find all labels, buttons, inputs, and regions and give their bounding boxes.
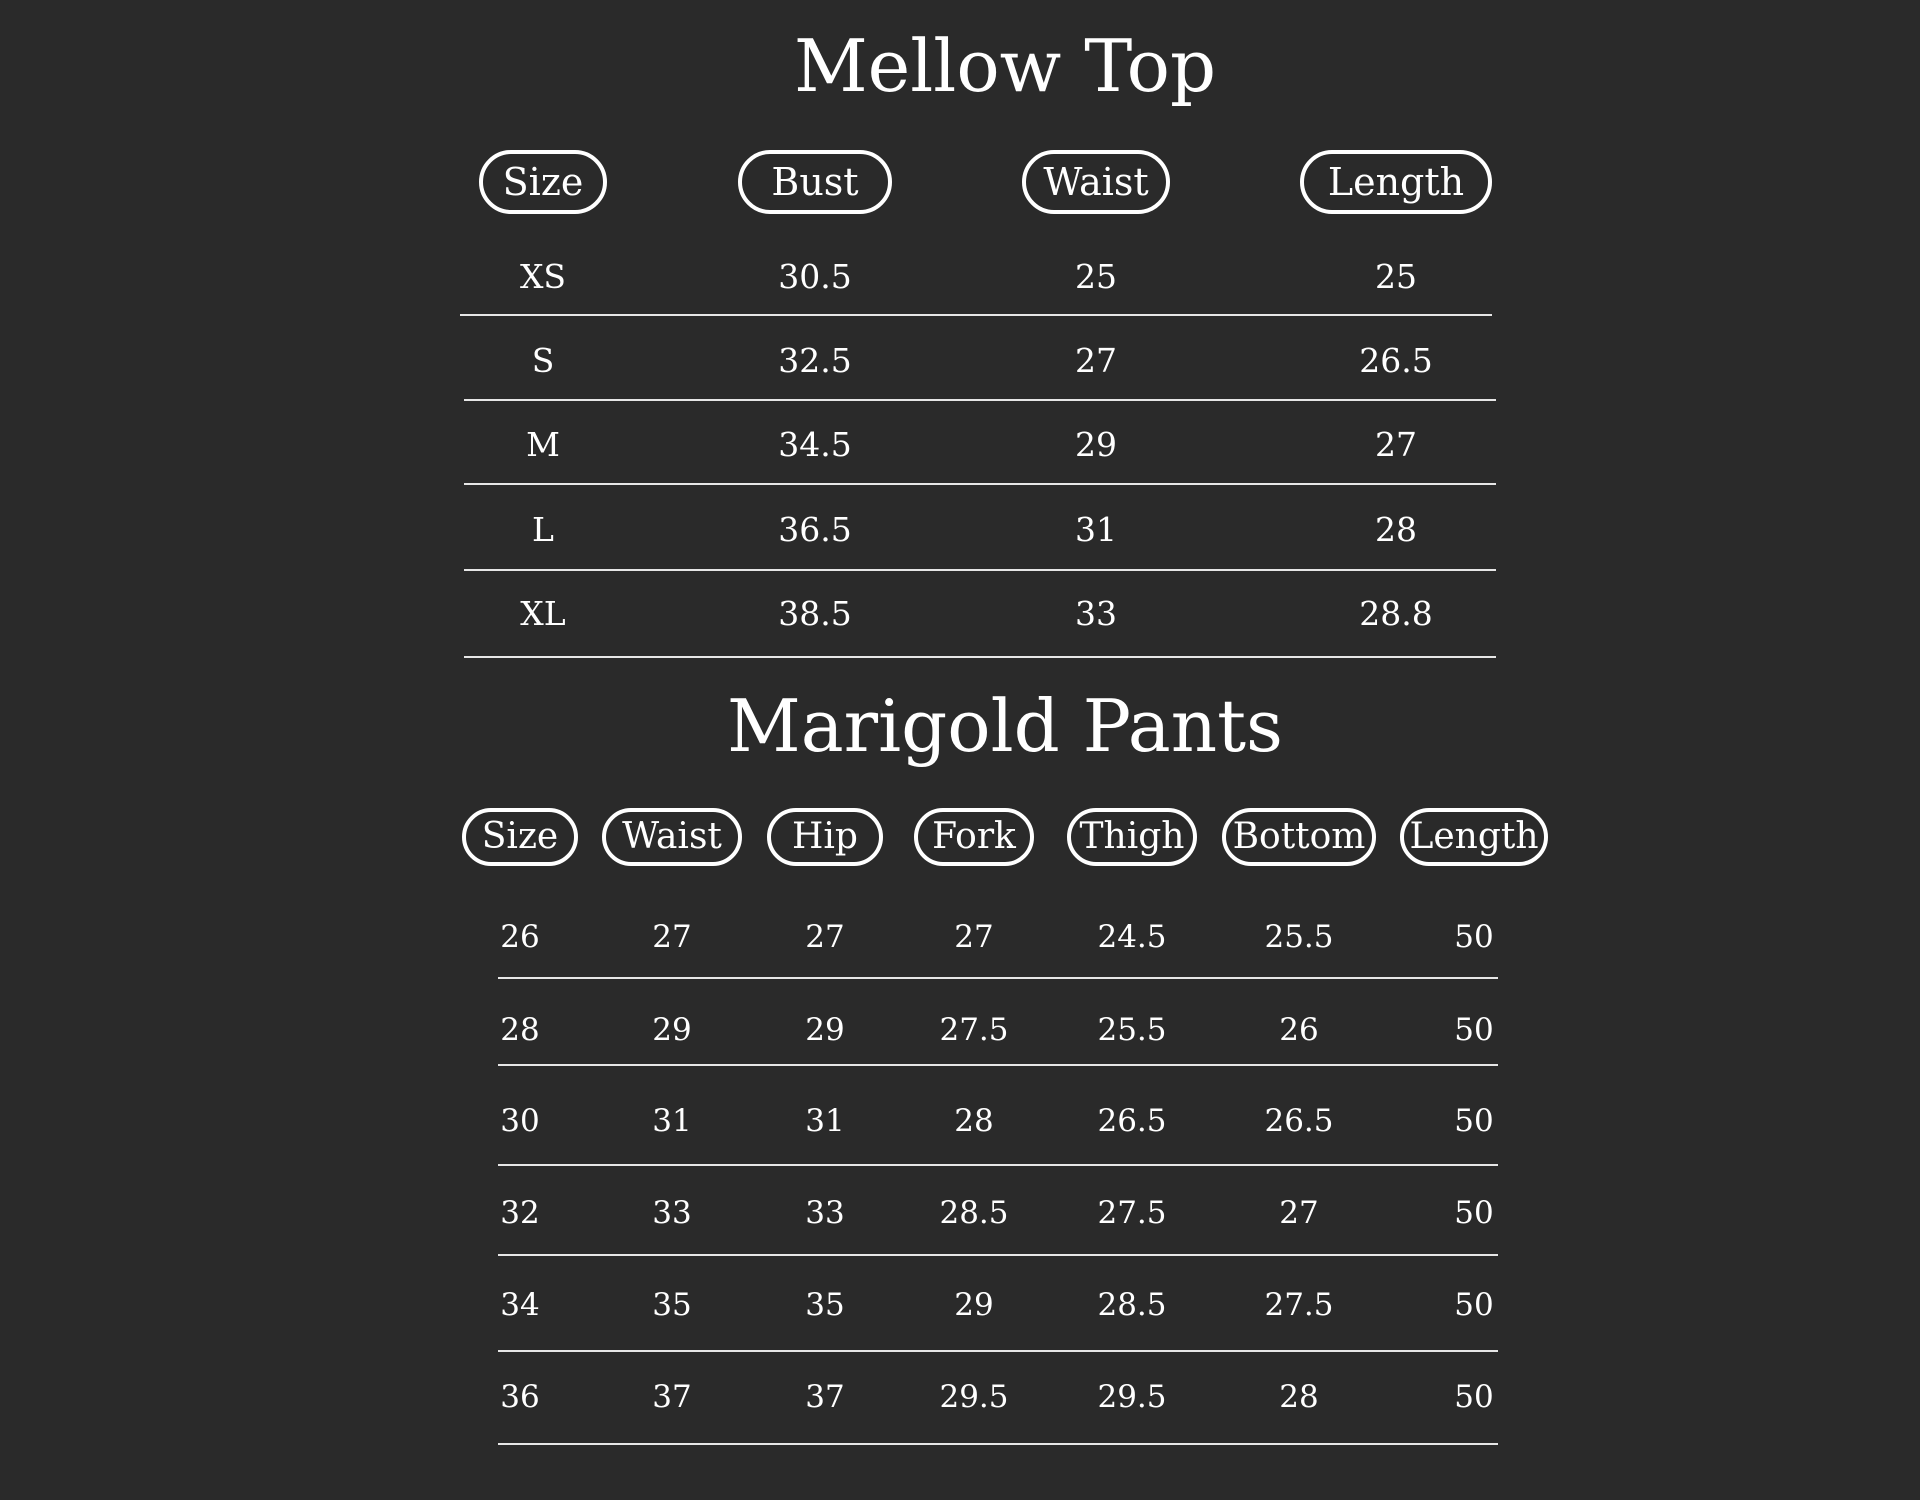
mellow-top-cell-size: L <box>532 510 554 549</box>
marigold-pants-cell-thigh: 24.5 <box>1097 919 1167 955</box>
marigold-pants-cell-thigh: 25.5 <box>1097 1012 1167 1048</box>
marigold-pants-cell-length: 50 <box>1454 1287 1494 1323</box>
row-divider <box>498 1443 1498 1445</box>
mellow-top-header-bust: Bust <box>738 150 892 214</box>
marigold-pants-cell-fork: 27 <box>954 919 994 955</box>
marigold-pants-cell-fork: 28 <box>954 1103 994 1139</box>
row-divider <box>464 569 1496 571</box>
mellow-top-cell-bust: 38.5 <box>778 594 852 633</box>
row-divider <box>460 314 1492 316</box>
mellow-top-cell-waist: 27 <box>1075 341 1117 380</box>
marigold-pants-cell-waist: 33 <box>652 1195 692 1231</box>
mellow-top-cell-size: S <box>531 341 555 380</box>
mellow-top-header-size: Size <box>479 150 607 214</box>
mellow-top-cell-bust: 32.5 <box>778 341 852 380</box>
marigold-pants-cell-length: 50 <box>1454 919 1494 955</box>
marigold-pants-header-hip: Hip <box>767 808 883 866</box>
mellow-top-header-waist: Waist <box>1022 150 1170 214</box>
row-divider <box>464 483 1496 485</box>
marigold-pants-cell-hip: 27 <box>805 919 845 955</box>
mellow-top-cell-waist: 33 <box>1075 594 1117 633</box>
marigold-pants-cell-bottom: 27 <box>1279 1195 1319 1231</box>
mellow-top-cell-size: XS <box>519 257 567 296</box>
mellow-top-cell-waist: 29 <box>1075 425 1117 464</box>
marigold-pants-cell-thigh: 29.5 <box>1097 1379 1167 1415</box>
marigold-pants-cell-waist: 27 <box>652 919 692 955</box>
marigold-pants-cell-bottom: 27.5 <box>1264 1287 1334 1323</box>
row-divider <box>464 656 1496 658</box>
marigold-pants-cell-fork: 29 <box>954 1287 994 1323</box>
marigold-pants-cell-size: 26 <box>500 919 540 955</box>
mellow-top-cell-size: M <box>526 425 560 464</box>
marigold-pants-cell-size: 30 <box>500 1103 540 1139</box>
marigold-pants-cell-fork: 29.5 <box>939 1379 1009 1415</box>
marigold-pants-header-waist: Waist <box>602 808 742 866</box>
marigold-pants-cell-length: 50 <box>1454 1379 1494 1415</box>
marigold-pants-title: Marigold Pants <box>727 684 1283 768</box>
marigold-pants-cell-bottom: 26 <box>1279 1012 1319 1048</box>
marigold-pants-cell-bottom: 28 <box>1279 1379 1319 1415</box>
marigold-pants-header-bottom: Bottom <box>1222 808 1376 866</box>
marigold-pants-cell-waist: 35 <box>652 1287 692 1323</box>
mellow-top-cell-bust: 36.5 <box>778 510 852 549</box>
marigold-pants-cell-hip: 37 <box>805 1379 845 1415</box>
row-divider <box>498 1254 1498 1256</box>
marigold-pants-cell-hip: 33 <box>805 1195 845 1231</box>
row-divider <box>498 977 1498 979</box>
mellow-top-cell-waist: 25 <box>1075 257 1117 296</box>
mellow-top-cell-size: XL <box>520 594 566 633</box>
mellow-top-cell-bust: 34.5 <box>778 425 852 464</box>
mellow-top-cell-length: 26.5 <box>1359 341 1433 380</box>
row-divider <box>498 1164 1498 1166</box>
mellow-top-cell-length: 28.8 <box>1359 594 1433 633</box>
mellow-top-title: Mellow Top <box>793 24 1217 108</box>
marigold-pants-header-thigh: Thigh <box>1067 808 1197 866</box>
marigold-pants-cell-size: 28 <box>500 1012 540 1048</box>
marigold-pants-cell-size: 32 <box>500 1195 540 1231</box>
marigold-pants-cell-size: 36 <box>500 1379 540 1415</box>
marigold-pants-cell-length: 50 <box>1454 1012 1494 1048</box>
marigold-pants-header-size: Size <box>462 808 578 866</box>
marigold-pants-cell-length: 50 <box>1454 1103 1494 1139</box>
mellow-top-cell-length: 27 <box>1375 425 1417 464</box>
mellow-top-cell-waist: 31 <box>1075 510 1117 549</box>
marigold-pants-cell-waist: 37 <box>652 1379 692 1415</box>
marigold-pants-cell-fork: 27.5 <box>939 1012 1009 1048</box>
mellow-top-cell-length: 25 <box>1375 257 1417 296</box>
marigold-pants-cell-fork: 28.5 <box>939 1195 1009 1231</box>
mellow-top-header-length: Length <box>1300 150 1492 214</box>
marigold-pants-cell-thigh: 27.5 <box>1097 1195 1167 1231</box>
row-divider <box>464 399 1496 401</box>
marigold-pants-cell-length: 50 <box>1454 1195 1494 1231</box>
marigold-pants-cell-thigh: 26.5 <box>1097 1103 1167 1139</box>
marigold-pants-header-length: Length <box>1400 808 1548 866</box>
marigold-pants-cell-bottom: 25.5 <box>1264 919 1334 955</box>
marigold-pants-cell-bottom: 26.5 <box>1264 1103 1334 1139</box>
marigold-pants-cell-size: 34 <box>500 1287 540 1323</box>
mellow-top-cell-bust: 30.5 <box>778 257 852 296</box>
marigold-pants-cell-hip: 29 <box>805 1012 845 1048</box>
marigold-pants-cell-hip: 31 <box>805 1103 845 1139</box>
row-divider <box>498 1064 1498 1066</box>
mellow-top-cell-length: 28 <box>1375 510 1417 549</box>
marigold-pants-cell-thigh: 28.5 <box>1097 1287 1167 1323</box>
row-divider <box>498 1350 1498 1352</box>
marigold-pants-cell-hip: 35 <box>805 1287 845 1323</box>
marigold-pants-header-fork: Fork <box>914 808 1034 866</box>
marigold-pants-cell-waist: 31 <box>652 1103 692 1139</box>
marigold-pants-cell-waist: 29 <box>652 1012 692 1048</box>
